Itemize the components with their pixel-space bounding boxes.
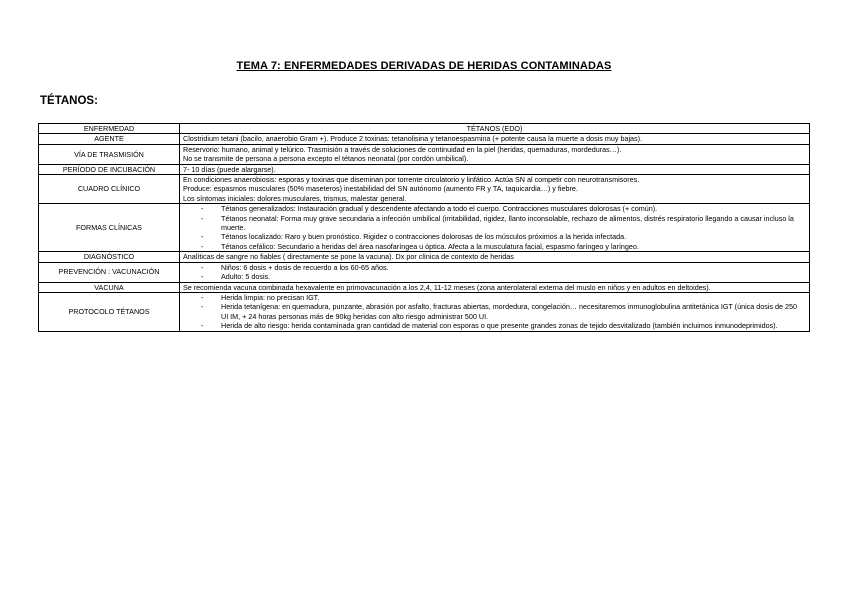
row-value <box>180 144 810 164</box>
table-row-cuadro-clinico <box>39 175 810 204</box>
row-label: PREVENCIÓN : VACUNACIÓN <box>39 262 180 282</box>
list-item: - Herida limpia: no precisan IGT. <box>183 293 806 302</box>
row-label: CUADRO CLÍNICO <box>39 175 180 204</box>
list-item: - Adulto: 5 dosis. <box>183 272 806 281</box>
row-value <box>180 252 810 262</box>
table-row-incubacion <box>39 164 810 174</box>
table-header-row <box>39 124 810 134</box>
value-line: Reservorio: humano, animal y telúrico. Trasmisión a través de soluciones de continuidad en la piel (heridas, quemaduras, mordeduras…). <box>183 144 622 154</box>
row-value <box>180 164 810 174</box>
document-title: TEMA 7: ENFERMEDADES DERIVADAS DE HERIDAS CONTAMINADAS <box>236 60 612 72</box>
table-row-diagnostico <box>39 252 810 262</box>
value-line: Analíticas de sangre no fiables ( directamente se pone la vacuna). Dx por clínica de contexto de heridas <box>183 252 514 262</box>
row-label: AGENTE <box>39 134 180 144</box>
row-value <box>180 204 810 252</box>
value-line: Los síntomas iniciales: dolores musculares, trismus, malestar general. <box>183 193 407 203</box>
table-row-prevencion <box>39 262 810 282</box>
value-line: Se recomienda vacuna combinada hexavalente en primovacunación a los 2,4, 11-12 meses (zona anterolateral externa del muslo en niños y en adultos en deltoides). <box>183 282 711 292</box>
bullet-list <box>183 204 806 251</box>
list-item: - Tétanos neonatal: Forma muy grave secundaria a infección umbilical (irritabilidad, rigidez, llanto inconsolable, rechazo de alimentos, distrés respiratorio llegando a causar incluso la muerte. <box>183 214 806 233</box>
row-value <box>180 292 810 331</box>
bullet-list <box>183 263 806 282</box>
row-label: VACUNA <box>39 282 180 292</box>
row-label: PROTOCOLO TÉTANOS <box>39 292 180 331</box>
row-label: FORMAS CLÍNICAS <box>39 204 180 252</box>
row-label: DIAGNÓSTICO <box>39 252 180 262</box>
table-row-formas-clinicas <box>39 204 810 252</box>
list-item: - Tétanos localizado: Raro y buen pronóstico. Rigidez o contracciones dolorosas de los músculos próximos a la herida infectada. <box>183 232 806 241</box>
list-item: - Herida de alto riesgo: herida contaminada gran cantidad de material con esporas o que presente grandes zonas de tejido desvitalizado (también incluimos inmunodeprimidos). <box>183 321 806 330</box>
row-value <box>180 134 810 144</box>
header-col-tetanos: TÉTANOS (EDO) <box>180 124 810 134</box>
bullet-list <box>183 293 806 331</box>
list-item: - Niños: 6 dosis + dosis de recuerdo a los 60-65 años. <box>183 263 806 272</box>
row-value <box>180 175 810 204</box>
list-item: - Herida tetanígena: en quemadura, punzante, abrasión por asfalto, fracturas abiertas, mordedura, congelación… necesitaremos inmunoglobulina antitetánica IGT (única dosis de 250 UI IM, + 24 horas personas más de 90kg heridas con alto riesgo administrar 500 UI. <box>183 302 806 321</box>
value-line: 7- 10 días (puede alargarse). <box>183 164 276 174</box>
section-heading: TÉTANOS: <box>40 95 98 107</box>
row-value <box>180 282 810 292</box>
value-line: No se transmite de persona a persona excepto el tétanos neonatal (por cordón umbilical). <box>183 154 469 164</box>
row-label: VÍA DE TRASMISIÓN <box>39 144 180 164</box>
row-value <box>180 262 810 282</box>
list-item: - Tétanos cefálico: Secundario a heridas del área nasofaríngea u óptica. Afecta a la musculatura facial, espasmo faríngeo y laríngeo. <box>183 242 806 251</box>
value-line: En condiciones anaerobiosis: esporas y toxinas que diseminan por torrente circulatorio y linfático. Actúa SN al competir con neurotransmisores. <box>183 175 640 185</box>
table-row-via-trasmision <box>39 144 810 164</box>
table-row-vacuna <box>39 282 810 292</box>
value-line: Produce: espasmos musculares (50% maseteros) inestabilidad del SN autónomo (aumento FR y TA, taquicardia…) y fiebre. <box>183 184 578 194</box>
list-item: - Tétanos generalizados: Instauración gradual y descendente afectando a todo el cuerpo. Contracciones musculares dolorosas (+ común). <box>183 204 806 213</box>
value-line: Clostridium tetani (bacilo, anaerobio Gram +). Produce 2 toxinas: tetanolisina y tetanoespasmina (+ potente causa la muerte a dosis muy bajas). <box>183 134 643 144</box>
row-label: PERÍODO DE INCUBACIÓN <box>39 164 180 174</box>
table-row-agente <box>39 134 810 144</box>
header-col-disease: ENFERMEDAD <box>39 124 180 134</box>
disease-table <box>38 123 810 332</box>
table-row-protocolo <box>39 292 810 331</box>
